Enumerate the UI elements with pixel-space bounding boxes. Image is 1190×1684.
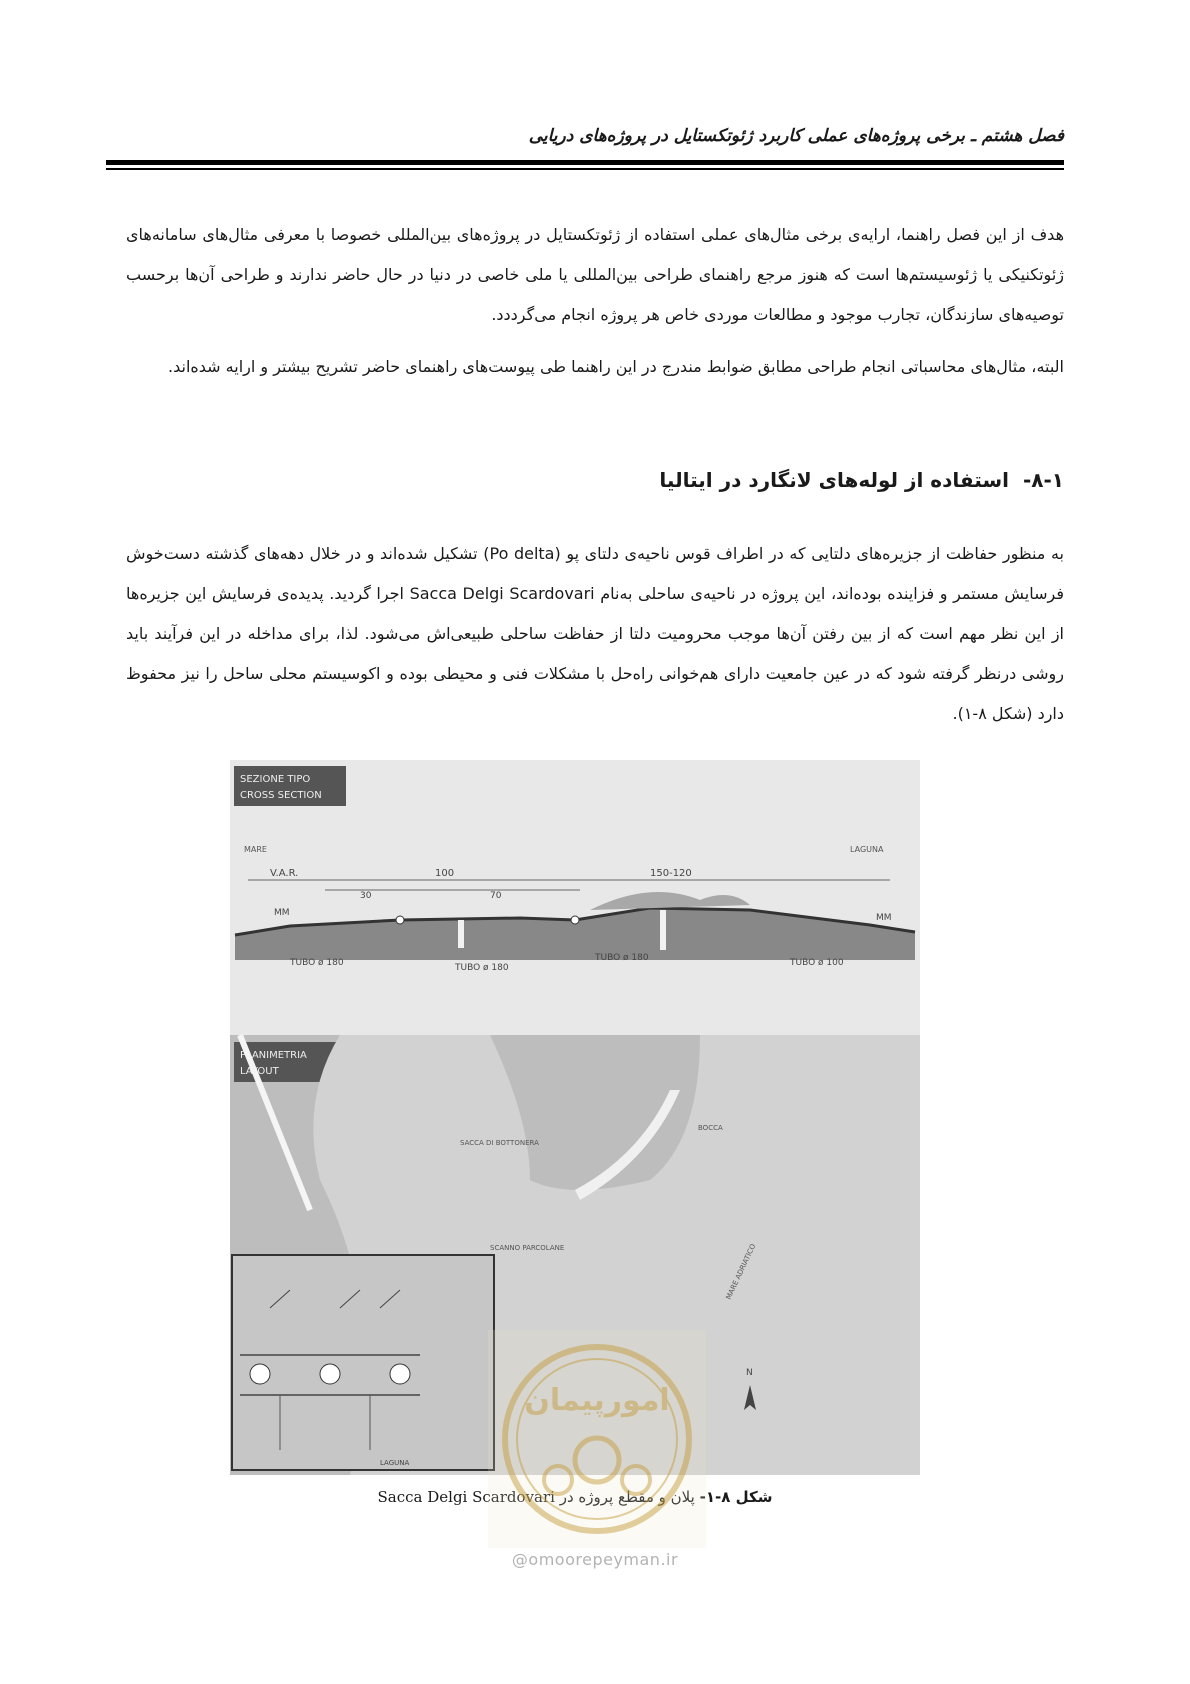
section-heading (126, 468, 1064, 492)
watermark-stamp-logo (488, 1330, 706, 1548)
tube-label-1: TUBO ø 180 (290, 958, 344, 968)
chapter-header-title: فصل هشتم ـ برخی پروژه‌های عملی کاربرد ژئوتکستایل در پروژه‌های دریایی (528, 126, 1064, 146)
section-title: استفاده از لوله‌های لانگارد در ایتالیا (659, 468, 1009, 492)
tube-label-2: TUBO ø 180 (455, 963, 509, 973)
layout-label-1: PLANIMETRIA (240, 1050, 307, 1061)
dim-30: 30 (360, 891, 372, 901)
intro-paragraph-1: هدف از این فصل راهنما، ارایه‌ی برخی مثال‌های عملی استفاده از ژئوتکستایل در پروژه‌های بین‌المللی خصوصا با معرفی مثال‌های سامانه‌های ژئوتکنیکی یا ژئوسیستم‌ها است که هنوز مرجع راهنمای طراحی بین‌المللی یا ملی خاصی در دنیا در حال حاضر ندارند و طراحی آن‌ها برحسب توصیه‌های سازندگان، تجارب موجود و مطالعات موردی خاص هر پروژه انجام می‌گرددد. (126, 225, 1064, 324)
cross-section-label-2: CROSS SECTION (240, 790, 322, 801)
watermark-url (0, 1550, 1190, 1569)
cross-section-label-1: SEZIONE TIPO (240, 774, 311, 785)
watermark-url-text: omoorepeyman.ir (528, 1550, 679, 1569)
bocca-label: BOCCA (698, 1124, 723, 1132)
laguna-label: LAGUNA (850, 845, 884, 854)
watermark-stamp-text: امورپیمان (524, 1383, 670, 1418)
layout-label-2: LAYOUT (240, 1066, 279, 1077)
dim-100: 100 (435, 868, 455, 879)
mare-adriatico-label: MARE ADRIATICO (724, 1242, 758, 1301)
watermark-at-icon: @ (511, 1550, 529, 1569)
header-rule-thin (106, 168, 1064, 170)
caption-latin: Sacca Delgi Scardovari (377, 1488, 555, 1506)
caption-label: شکل ۸-۱- (699, 1488, 773, 1506)
mare-label: MARE (244, 845, 267, 854)
mm-right: MM (876, 913, 892, 923)
var-label: V.A.R. (270, 868, 299, 879)
tube-label-3: TUBO ø 180 (595, 953, 649, 963)
scanno-label: SCANNO PARCOLANE (490, 1244, 565, 1252)
sacca-label: SACCA DI BOTTONERA (460, 1139, 539, 1147)
dim-70: 70 (490, 891, 502, 901)
north-label: N (746, 1368, 753, 1378)
mm-left: MM (274, 908, 290, 918)
tube-label-4: TUBO ø 100 (790, 958, 844, 968)
dim-150-120: 150-120 (650, 868, 692, 879)
caption-text: پلان و مقطع پروژه در (559, 1488, 695, 1506)
intro-paragraph-2: البته، مثال‌های محاسباتی انجام طراحی مطابق ضوابط مندرج در این راهنما طی پیوست‌های راهنمای حاضر تشریح بیشتر و ارایه شده‌اند. (168, 357, 1064, 376)
header-rule-thick (106, 160, 1064, 165)
section-paragraph: به منظور حفاظت از جزیره‌های دلتایی که در اطراف قوس ناحیه‌ی دلتای پو (Po delta) تشکیل شده‌اند و در خلال دهه‌های گذشته دست‌خوش فرسایش مستمر و فزاینده بوده‌اند، این پروژه در ناحیه‌ی ساحلی به‌نام Sacca Delgi Scardovari اجرا گردید. پدیده‌ی فرسایش این جزیره‌ها از این نظر مهم است که از بین رفتن آن‌ها موجب محرومیت دلتا از حفاظت ساحلی طبیعی‌اش می‌شود. لذا، برای مداخله در این فرآیند باید روشی درنظر گرفته شود که در عین جامعیت دارای هم‌خوانی راه‌حل با مشکلات فنی و محیطی بوده و اکوسیستم محلی ساحل را نیز محفوظ دارد (شکل ۸-۱). (126, 544, 1065, 723)
section-number: ۸-۱- (1022, 468, 1064, 492)
inset-laguna-label: LAGUNA (380, 1459, 410, 1467)
